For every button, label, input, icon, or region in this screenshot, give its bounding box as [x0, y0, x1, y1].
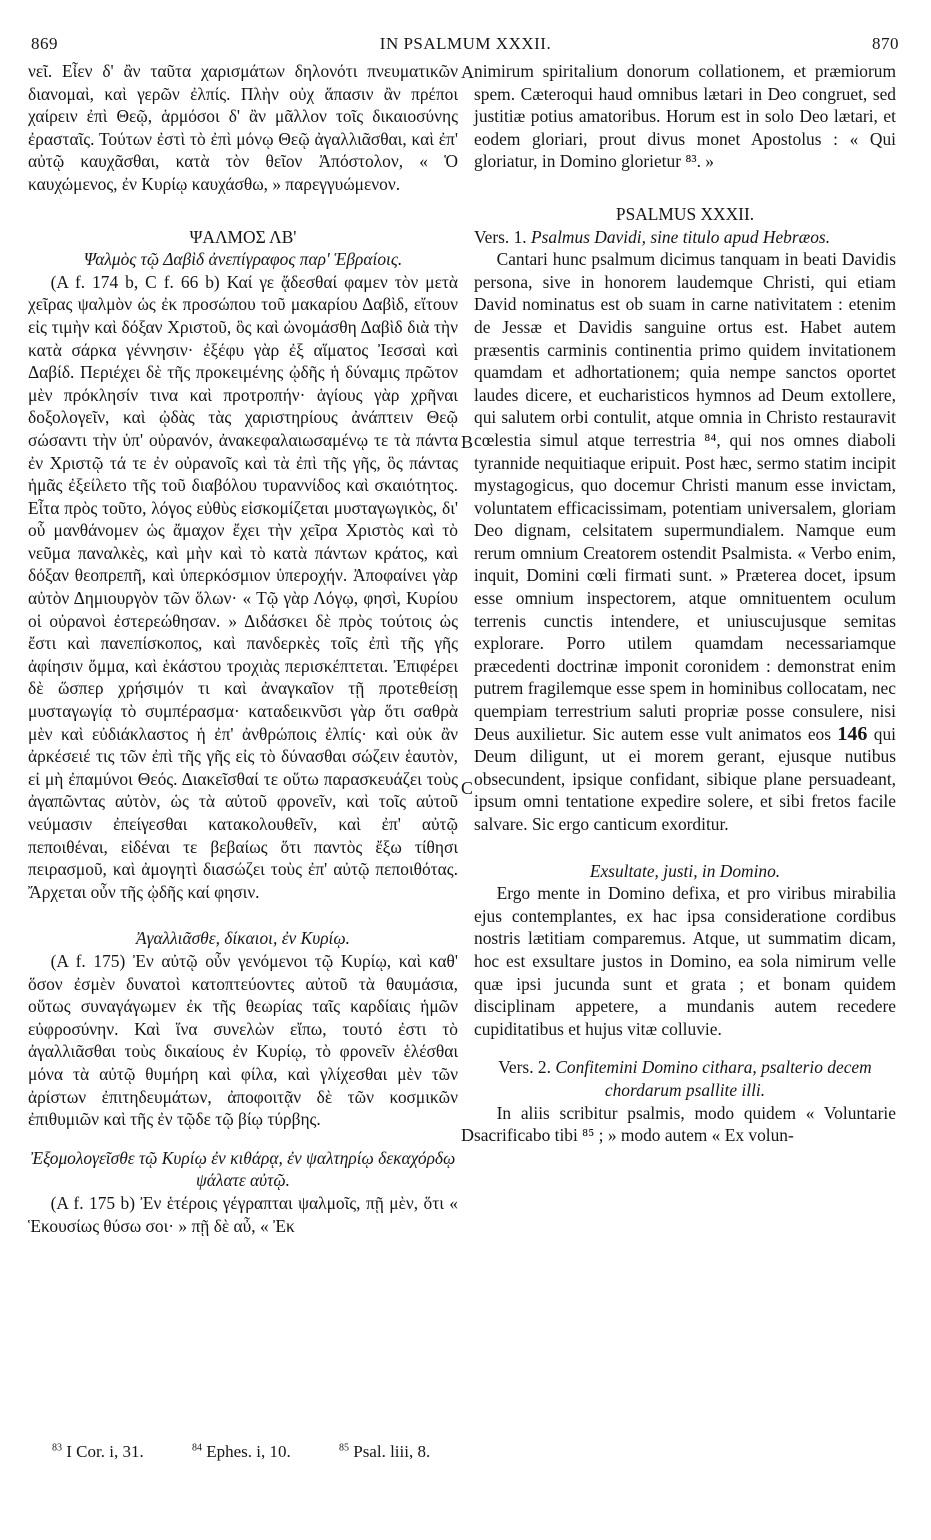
vers-1-label: Vers. 1.	[474, 226, 527, 247]
footnote	[52, 1442, 166, 1461]
greek-psalm-title: ΨΑΛΜΟΣ ΛΒ'	[189, 226, 297, 247]
vers-1-text: Psalmus Davidi, sine titulo apud Hebræos.	[531, 226, 831, 247]
vers-2-text: Confitemini Domino cithara, psalterio decem chordarum psallite illi.	[555, 1057, 872, 1100]
greek-psalm-subtitle: Ψαλμὸς τῷ Δαβὶδ ἀνεπίγραφος παρ' Ἑβραίοις.	[83, 249, 403, 270]
greek-paragraph-1: (A f. 174 b, C f. 66 b) Καί γε ᾄδεσθαί φαμεν τὸν μετὰ χεῖρας ψαλμὸν ὡς ἐκ προσώπου τοῦ μακαρίου Δαβὶδ, εἴτουν εἰς τιμὴν καὶ δόξαν Χριστοῦ, ὃς καὶ ὠνομάσθη Δαβὶδ διὰ τὴν κατὰ σάρκα γέννησιν· ἐξέφυ γὰρ ἐξ αἵματος Ἰεσσαὶ καὶ Δαβίδ. Περιέχει δὲ τῆς προκειμένης ᾠδῆς ἡ δύναμις πρῶτον μὲν πρόκλησίν τινα καὶ προτροπήν· ἁγίους γὰρ χρῆναι δοξολογεῖν, καὶ ᾠδὰς τὰς χαριστηρίους ἀνάπτειν Θεῷ σώσαντι τὴν ὑπ' οὐρανόν, ἀνακεφαλαιωσαμένῳ τε τὰ πάντα ἐν Χριστῷ τά τε ἐν οὐρανοῖς καὶ τὰ ἐπὶ τῆς γῆς, ὃς πάντας ἡμᾶς ἐξείλετο τῆς τοῦ διαβόλου τυραννίδος καὶ σκαιότητος. Εἶτα πρὸς τοῦτο, λόγος εὐθὺς εἰσκομίζεται μυσταγωγικὸς, δι' οὗ μανθάνομεν ὡς ἄμαχον ἔχει τὴν χεῖρα Χριστὸς καὶ τὸ νεῦμα παναλκὲς, καὶ μὴν καὶ τὸ κατὰ πάντων κράτος, καὶ δόξαν θεοπρεπῆ, καὶ ὑπερκόσμιον ὑπεροχήν. Ἀποφαίνει γὰρ αὐτὸν Δημιουργὸν τῶν ὅλων· « Τῷ γὰρ Λόγῳ, φησὶ, Κυρίου οἱ οὐρανοὶ ἐστερεώθησαν. » Διδάσκει δὲ πρὸς τούτοις ὡς ἔστι καὶ πανεπίσκοπος, καὶ πανδερκὲς τοῖς ἐπὶ τῆς γῆς ἀφίησιν ὄμμα, καὶ ἑκάστου τροχιὰς περισκέπτεται. Ἐπιφέρει δὲ ὥσπερ χρήσιμόν τι καὶ ἀναγκαῖον τῇ προτεθείσῃ μυσταγωγίᾳ τὸ συμπέρασμα· καταδεικνῦσι γὰρ ὅτι σαθρὰ μὲν καὶ εὐδιάκλαστος ἡ ἐπ' ἀνθρώποις ἐλπίς· καὶ οὐκ ἂν ἀρκέσειέ τις τῶν ἐπὶ τῆς γῆς εἰς τὸ δύνασθαι σώζειν ἑαυτὸν, εἰ μὴ ἐπαμύνοι Θεός. Διακεῖσθαί τε οὕτω παρασκευάζει τοὺς ἀγαπῶντας αὐτὸν, ὡς τὰ αὐτοῦ φρονεῖν, καὶ τοῖς αὐτοῦ νεύμασιν ἐπείγεσθαι κατακολουθεῖν, καὶ ἐπ' αὐτῷ πεποιθέναι, εἰδέναι τε βεβαίως ὅτι παντὸς ἔξω τίθησι πειρασμοῦ, καὶ ἀμογητὶ διασώζει τοὺς ἐπ' αὐτῷ πεποιθότας. Ἄρχεται οὖν τῆς ᾠδῆς καί φησιν.	[28, 271, 458, 902]
footnote-number: 83	[52, 1442, 62, 1454]
margin-letter-d: D	[461, 1125, 474, 1145]
footnote-text: I Cor. i, 31.	[66, 1442, 144, 1461]
latin-paragraph-1b: qui Deum diligunt, ut ei morem gerant, ejusque nutibus obsecundent, ipsique confidant, sibique plane persuadeant, ipsum omni tentatione expedire solere, et sibi fretos facile salvare. Sic ergo canticum exorditur.	[474, 723, 896, 834]
footnote-text: Psal. liii, 8.	[353, 1442, 431, 1461]
latin-column	[474, 60, 896, 1147]
footnote	[339, 1442, 452, 1461]
margin-letter-c: C	[461, 778, 474, 798]
footnotes	[52, 1442, 474, 1462]
footnote-text: Ephes. i, 10.	[206, 1442, 291, 1461]
greek-intro: νεῖ. Εἶεν δ' ἂν ταῦτα χαρισμάτων δηλονότι πνευματικῶν διανομαὶ, καὶ γερῶν ἐλπίς. Πλὴν οὐχ ἅπασιν ἂν πρέποι χαίρειν ἐπὶ Θεῷ, ἁρμόσοι δ' ἂν μᾶλλον τοῖς δικαιοσύνης ἐρασταῖς. Τούτων ἐστὶ τὸ ἐπὶ μόνῳ Θεῷ ἀγαλλιᾶσθαι, καὶ ἐπ' αὐτῷ καυχᾶσθαι, κατὰ τὸν θεῖον Ἀπόστολον, « Ὁ καυχώμενος, ἐν Κυρίῳ καυχάσθω, » παρεγγυώμενον.	[28, 61, 458, 194]
greek-paragraph-3: (A f. 175 b) Ἐν ἑτέροις γέγραπται ψαλμοῖς, πῇ μὲν, ὅτι « Ἑκουσίως θύσω σοι· » πῇ δὲ αὖ, « Ἐκ	[28, 1192, 458, 1236]
greek-paragraph-2: (A f. 175) Ἐν αὐτῷ οὖν γενόμενοι τῷ Κυρίῳ, καὶ καθ' ὅσον ἐσμὲν δυνατοὶ κατοπτεύοντες αὐτοῦ τὰ θαυμάσια, οὕτως συναγάγωμεν ἐκ τῆς θεωρίας ταῖς καρδίαις ἡμῶν εὐφροσύνην. Καὶ ἵνα συνελὼν εἴπω, τουτό ἐστι τὸ ἀγαλλιᾶσθαι τοὺς δικαίους ἐν Κυρίῳ, τὸ φρονεῖν ἑλέσθαι μόνα τὰ αὐτῷ θυμήρη καὶ φίλα, καὶ γλίχεσθαι μὲν τῶν ἀρίστων ἐπιτηδευμάτων, ἀποφοιτᾷν δὲ τῶν κοσμικῶν ἐπιθυμιῶν καὶ τῆς ἐν τῷδε τῷ βίῳ τύρβης.	[28, 950, 458, 1130]
page-title: IN PSALMUM XXXII.	[379, 34, 552, 53]
footnote-number: 85	[338, 1442, 349, 1454]
vers-2-label: Vers. 2.	[498, 1057, 551, 1078]
margin-letter-a: A	[461, 62, 474, 82]
latin-paragraph-3: In aliis scribitur psalmis, modo quidem « Voluntarie sacrificabo tibi ⁸⁵ ; » modo autem « Ex volun-	[474, 1102, 896, 1146]
latin-intro: nimirum spiritalium donorum collationem, et præmiorum spem. Cæteroqui haud omnibus lætari in Deo congruet, sed justitiæ potius amatoribus. Horum est in solo Deo lætari, et eodem gloriari, prout divus monet Apostolus : « Qui gloriatur, in Domino glorietur ⁸³. »	[474, 61, 896, 172]
margin-letter-b: B	[461, 432, 474, 452]
footnote	[192, 1442, 313, 1461]
column-number: 146	[837, 722, 868, 745]
latin-paragraph-1	[474, 248, 896, 835]
left-page-number: 869	[31, 34, 58, 53]
greek-verse-1: Ἀγαλλιᾶσθε, δίκαιοι, ἐν Κυρίῳ.	[135, 928, 351, 949]
latin-vers-1-heading	[474, 226, 896, 249]
latin-paragraph-2: Ergo mente in Domino defixa, et pro viribus mirabilia ejus contemplantes, ex hac ipsa consideratione cordibus nostris lætitiam comparemus. Atque, ut summatim dicam, hoc est exsultare justos in Domino, ea sola nimirum velle quæ ipsi jucunda sunt et grata ; et bonam quidem disciplinam appetere, a mundanis autem recedere cupiditatibus et hujus vitæ colluvie.	[474, 883, 896, 1039]
greek-verse-2: Ἐξομολογεῖσθε τῷ Κυρίῳ ἐν κιθάρᾳ, ἐν ψαλτηρίῳ δεκαχόρδῳ ψάλατε αὐτῷ.	[30, 1147, 456, 1191]
footnote-number: 84	[191, 1442, 202, 1454]
right-page-number: 870	[872, 34, 899, 53]
latin-vers-2-heading	[474, 1056, 896, 1101]
latin-verse-1: Exsultate, justi, in Domino.	[589, 860, 781, 881]
latin-paragraph-1a: Cantari hunc psalmum dicimus tanquam in beati Davidis persona, sive in honorem laudemque Christi, qui etiam David nominatus est ob suam in carne nativitatem : etenim de Jessæ et Davidis sanguine ortus est. Habet autem præsentis carminis continentia primo quidem invitationem quamdam et adhortationem; quia nempe sanctos oportet laudes dicere, et eucharisticos hymnos ad Deum extollere, qui salutem orbi contulit, atque omnia in Christo restauravit cœlestia simul atque terrestria ⁸⁴, qui nos omnes diaboli tyrannide nequitiaque eripuit. Post hæc, sermo statim incipit mystagogicus, quo docemur Christi manum esse invictam, voluntatem efficacissimam, potentiam universalem, gloriam Deo dignam, celsitatem supermundialem. Namque eum rerum omnium Creatorem ostendit Psalmista. « Verbo enim, inquit, Domini cœli firmati sunt. » Præterea docet, ipsum esse omnium inspectorem, atque omnituentem oculum terrenis cunctis intendere, et uniuscujusque semitas explorare. Porro utilem quamdam necessariamque præcedenti doctrinæ imponit coronidem : demonstrat enim putrem fragilemque esse spem in hominibus collocatam, nec quempiam terrestrium saluti propriæ posse consulere, nisi Deus auxilietur. Sic autem esse vult animatos eos	[474, 249, 896, 744]
latin-psalm-title: PSALMUS XXXII.	[615, 203, 755, 224]
greek-column	[28, 60, 458, 1237]
